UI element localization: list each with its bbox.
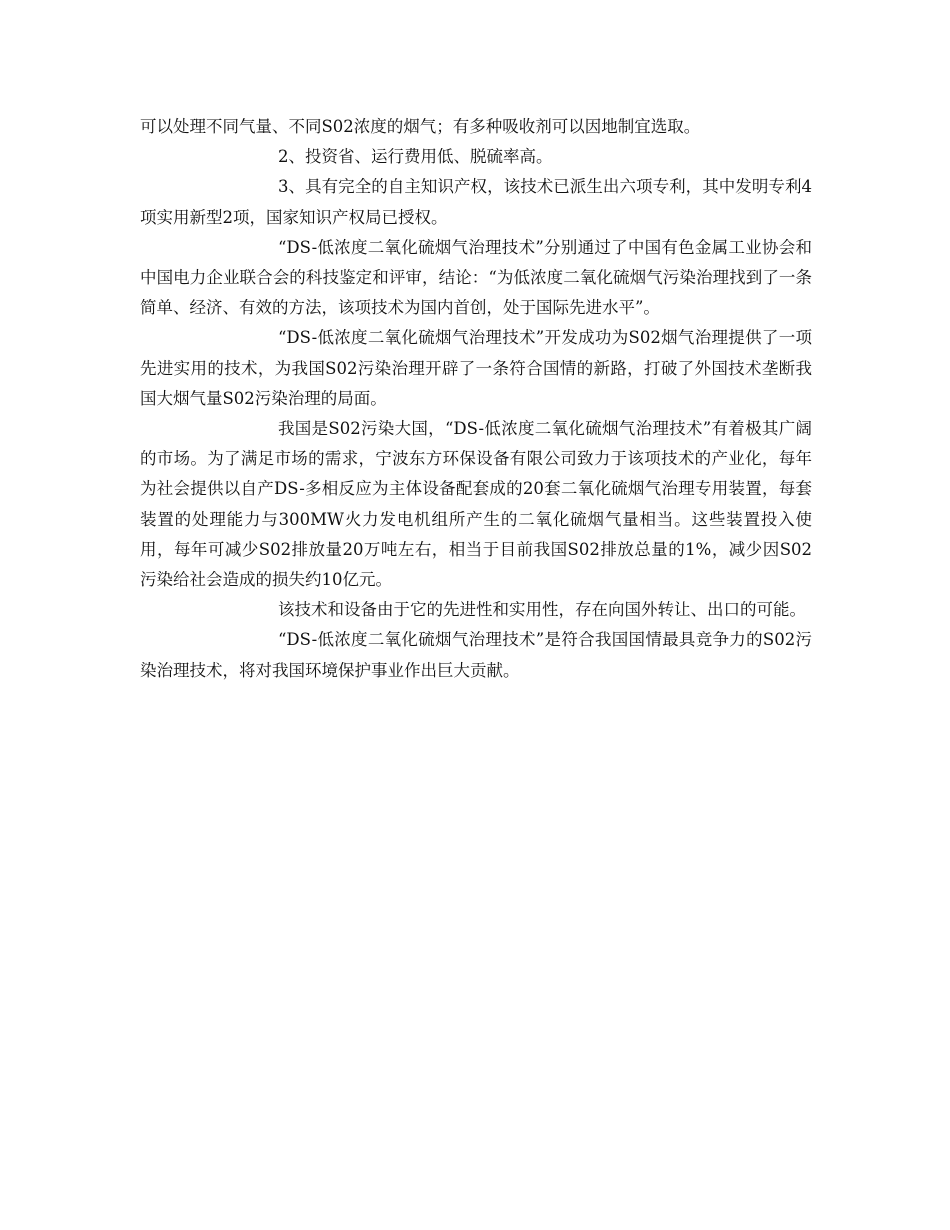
paragraph-continuation: 可以处理不同气量、不同S02浓度的烟气；有多种吸收剂可以因地制宜选取。 [140,117,701,136]
paragraph-conclusion: “DS-低浓度二氧化硫烟气治理技术”是符合我国国情最具竞争力的S02污染治理技术，将对我国环境保护事业作出巨大贡献。 [140,630,812,680]
paragraph-market: 我国是S02污染大国，“DS-低浓度二氧化硫烟气治理技术”有着极其广阔的市场。为了满足市场的需求，宁波东方环保设备有限公司致力于该项技术的产业化，每年为社会提供以自产DS-多相反应为主体设备配套成的20套二氧化硫烟气治理专用装置，每套装置的处理能力与300MW火力发电机组所产生的二氧化硫烟气量相当。这些装置投入使用，每年可减少S02排放量20万吨左右，相当于目前我国S02排放总量的1%，减少因S02污染给社会造成的损失约10亿元。 [140,419,812,590]
paragraph-point-3: 3、具有完全的自主知识产权，该技术已派生出六项专利，其中发明专利4项实用新型2项，国家知识产权局已授权。 [140,177,812,227]
paragraph-export: 该技术和设备由于它的先进性和实用性，存在向国外转让、出口的可能。 [278,600,806,620]
paragraph-development: “DS-低浓度二氧化硫烟气治理技术”开发成功为S02烟气治理提供了一项先进实用的技术，为我国S02污染治理开辟了一条符合国情的新路，打破了外国技术垄断我国大烟气量S02污染治理的局面。 [140,328,812,408]
paragraph-point-2: 2、投资省、运行费用低、脱硫率高。 [278,147,553,167]
document-body [140,112,812,686]
paragraph-appraisal: “DS-低浓度二氧化硫烟气治理技术”分别通过了中国有色金属工业协会和中国电力企业联合会的科技鉴定和评审，结论：“为低浓度二氧化硫烟气污染治理找到了一条简单、经济、有效的方法，该项技术为国内首创，处于国际先进水平”。 [140,237,812,318]
